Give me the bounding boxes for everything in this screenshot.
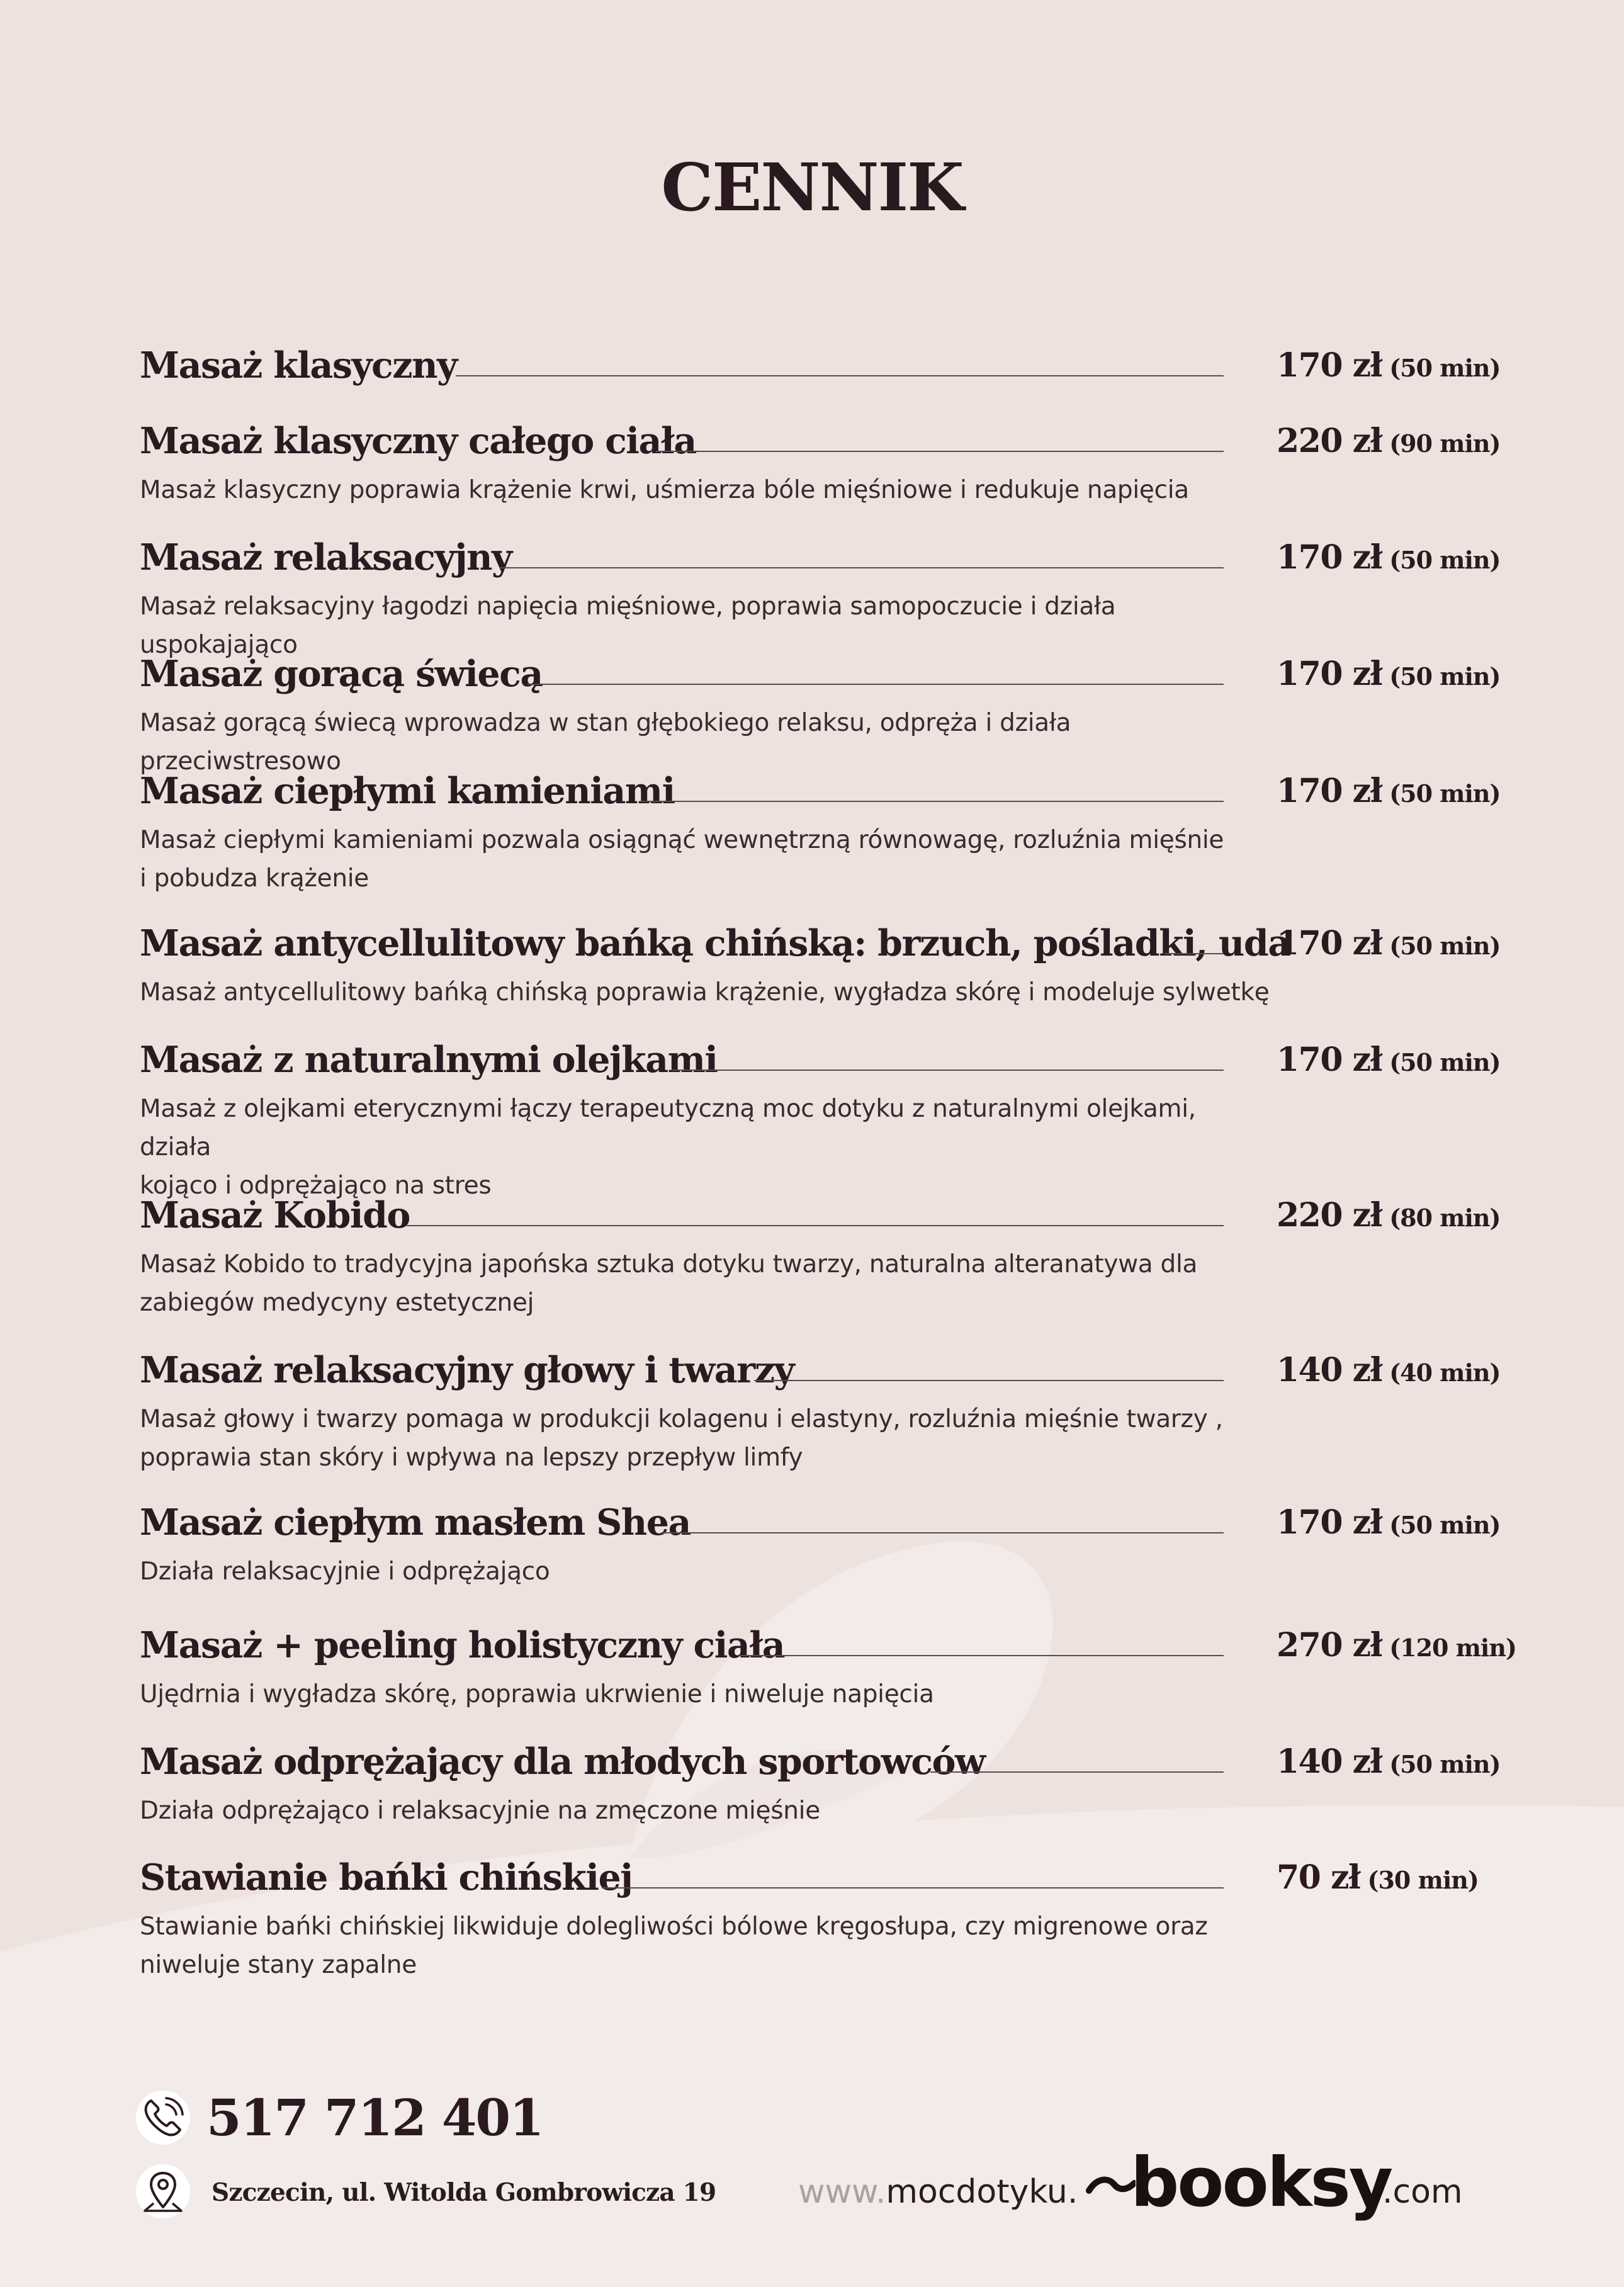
service-name: Stawianie bańki chińskiej [140, 1856, 633, 1899]
page-title: CENNIK [661, 149, 963, 226]
price-item-header [140, 1190, 1525, 1241]
service-duration: (50 min) [1389, 932, 1501, 960]
service-description [140, 471, 1273, 509]
description-line: i pobudza krążenie [140, 864, 369, 893]
description-line: Masaż relaksacyjny łagodzi napięcia mięśniowe, poprawia samopoczucie i działa uspokajająco [140, 592, 1116, 659]
price-item [140, 1034, 1525, 1205]
price-item-header [140, 415, 1525, 467]
service-duration: (30 min) [1367, 1866, 1479, 1894]
phone-number[interactable]: 517 712 401 [206, 2088, 543, 2147]
price-item [140, 532, 1525, 664]
website-prefix[interactable] [798, 2167, 1078, 2217]
service-description [140, 1907, 1273, 1984]
price-item [140, 648, 1525, 781]
description-line: Masaż z olejkami eterycznymi łączy terapeutyczną moc dotyku z naturalnymi olejkami, działa [140, 1095, 1196, 1161]
price-item-header [140, 1345, 1525, 1396]
price-amount: 170 zł [1277, 1503, 1382, 1542]
service-duration: (40 min) [1389, 1358, 1501, 1387]
service-name: Masaż antycellulitowy bańką chińską: brzuch, pośladki, uda [140, 922, 1290, 964]
service-duration: (50 min) [1389, 662, 1501, 691]
leader-line [407, 1225, 1224, 1226]
service-description [140, 1675, 1273, 1714]
service-price [1277, 648, 1501, 703]
price-item [140, 1852, 1525, 1984]
service-name: Masaż ciepłym masłem Shea [140, 1501, 691, 1544]
booksy-logo[interactable] [1085, 2145, 1391, 2221]
description-line: Ujędrnia i wygładza skórę, poprawia ukrwienie i niweluje napięcia [140, 1680, 934, 1708]
description-line: poprawia stan skóry i wpływa na lepszy przepływ limfy [140, 1443, 803, 1472]
service-duration: (50 min) [1389, 1750, 1501, 1778]
price-item-header [140, 1736, 1525, 1788]
website-www: www. [798, 2173, 886, 2211]
price-amount: 170 zł [1277, 655, 1382, 693]
description-line: Masaż antycellulitowy bańką chińską poprawia krążenie, wygładza skórę i modeluje sylwetkę [140, 978, 1270, 1007]
service-price [1277, 1736, 1501, 1790]
service-name: Masaż relaksacyjny głowy i twarzy [140, 1349, 794, 1391]
service-price [1277, 765, 1501, 820]
service-name: Masaż z naturalnymi olejkami [140, 1039, 718, 1081]
service-price [1277, 1620, 1516, 1674]
leader-line [656, 451, 1224, 452]
price-amount: 170 zł [1277, 1041, 1382, 1079]
service-duration: (50 min) [1389, 354, 1501, 382]
price-amount: 140 zł [1277, 1742, 1382, 1781]
service-name: Masaż ciepłymi kamieniami [140, 770, 675, 812]
service-description [140, 1552, 1273, 1591]
price-item [140, 1620, 1525, 1714]
description-line: kojąco i odprężająco na stres [140, 1172, 492, 1200]
price-amount: 170 zł [1277, 772, 1382, 810]
description-line: niweluje stany zapalne [140, 1951, 417, 1979]
leader-line [641, 801, 1224, 802]
service-description [140, 1400, 1273, 1477]
service-price [1277, 340, 1501, 394]
price-item [140, 1345, 1525, 1477]
service-name: Masaż Kobido [140, 1194, 410, 1236]
price-item [140, 1190, 1525, 1322]
service-description [140, 1090, 1273, 1205]
service-price [1277, 1345, 1501, 1399]
price-item-header [140, 1497, 1525, 1549]
service-duration: (50 min) [1389, 779, 1501, 808]
phone-icon [136, 2091, 190, 2145]
booksy-tld: .com [1382, 2173, 1463, 2211]
description-line: Masaż głowy i twarzy pomaga w produkcji kolagenu i elastyny, rozluźnia mięśnie twarzy , [140, 1405, 1223, 1433]
service-price [1277, 918, 1501, 972]
leader-line [527, 684, 1224, 685]
service-name: Masaż gorącą świecą [140, 653, 543, 695]
service-duration: (90 min) [1389, 429, 1501, 458]
service-description [140, 821, 1273, 898]
price-amount: 170 zł [1277, 538, 1382, 577]
price-item-header [140, 765, 1525, 817]
price-amount: 220 zł [1277, 1196, 1382, 1234]
leader-line [672, 1070, 1224, 1071]
description-line: Masaż klasyczny poprawia krążenie krwi, uśmierza bóle mięśniowe i redukuje napięcia [140, 476, 1189, 504]
price-amount: 220 zł [1277, 422, 1382, 460]
price-amount: 170 zł [1277, 346, 1382, 385]
description-line: Działa odprężająco i relaksacyjnie na zmęczone mięśnie [140, 1797, 820, 1825]
service-duration: (120 min) [1389, 1634, 1516, 1662]
description-line: Działa relaksacyjnie i odprężająco [140, 1557, 550, 1586]
leader-line [456, 375, 1224, 376]
service-duration: (50 min) [1389, 1048, 1501, 1076]
website-domain: mocdotyku. [886, 2173, 1078, 2211]
price-item-header [140, 918, 1525, 969]
service-price [1277, 532, 1501, 586]
leader-line [500, 567, 1224, 568]
price-amount: 170 zł [1277, 924, 1382, 963]
price-amount: 270 zł [1277, 1626, 1382, 1664]
address: Szczecin, ul. Witolda Gombrowicza 19 [211, 2178, 716, 2207]
leader-line [754, 1380, 1224, 1381]
price-item-header [140, 532, 1525, 584]
service-description [140, 973, 1273, 1012]
booksy-wordmark: booksy [1131, 2143, 1392, 2222]
price-item-header [140, 1620, 1525, 1671]
service-name: Masaż klasyczny [140, 344, 457, 387]
leader-line [1164, 953, 1224, 954]
leader-line [739, 1655, 1224, 1656]
booksy-swoosh-icon [1085, 2162, 1136, 2199]
price-item-header [140, 648, 1525, 700]
service-duration: (50 min) [1389, 1511, 1501, 1539]
service-name: Masaż relaksacyjny [140, 536, 512, 579]
description-line: Masaż Kobido to tradycyjna japońska sztuka dotyku twarzy, naturalna alteranatywa dla [140, 1250, 1198, 1279]
price-item [140, 415, 1525, 509]
service-duration: (80 min) [1389, 1204, 1501, 1232]
price-amount: 140 zł [1277, 1351, 1382, 1389]
service-name: Masaż odprężający dla młodych sportowców [140, 1741, 985, 1783]
description-line: Masaż gorącą świecą wprowadza w stan głębokiego relaksu, odpręża i działa przeciwstresowo [140, 709, 1071, 776]
service-description [140, 1245, 1273, 1322]
leader-line [661, 1532, 1224, 1533]
price-item-header [140, 1852, 1525, 1904]
price-item [140, 765, 1525, 898]
service-price [1277, 1852, 1479, 1906]
price-item [140, 1497, 1525, 1591]
price-item [140, 918, 1525, 1012]
service-price [1277, 415, 1501, 470]
description-line: Stawianie bańki chińskiej likwiduje dolegliwości bólowe kręgosłupa, czy migrenowe oraz [140, 1912, 1208, 1941]
description-line: Masaż ciepłymi kamieniami pozwala osiągnąć wewnętrzną równowagę, rozluźnia mięśnie [140, 826, 1224, 854]
service-price [1277, 1190, 1501, 1244]
price-item-header [140, 1034, 1525, 1086]
service-description [140, 1792, 1273, 1830]
service-name: Masaż klasyczny całego ciała [140, 420, 696, 462]
service-price [1277, 1497, 1501, 1551]
location-pin-icon [136, 2164, 190, 2218]
leader-line [930, 1771, 1224, 1773]
service-duration: (50 min) [1389, 546, 1501, 574]
price-amount: 70 zł [1277, 1858, 1360, 1897]
leader-line [602, 1887, 1224, 1889]
price-item [140, 340, 1525, 392]
service-price [1277, 1034, 1501, 1088]
price-item [140, 1736, 1525, 1830]
price-item-header [140, 340, 1525, 392]
service-name: Masaż + peeling holistyczny ciała [140, 1624, 785, 1666]
description-line: zabiegów medycyny estetycznej [140, 1289, 534, 1317]
